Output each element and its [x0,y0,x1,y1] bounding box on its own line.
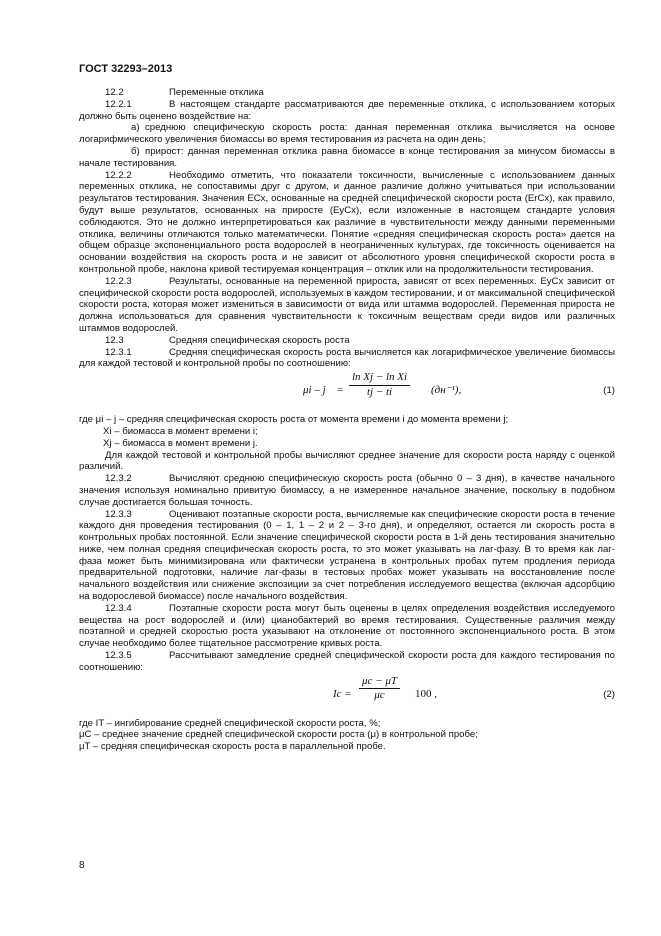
section-number: 12.3.3 [105,508,132,520]
formula-2-fraction [359,676,400,703]
list-item-b [79,146,615,170]
formula-1-numerator: ln Xj − ln Xi [349,372,410,386]
section-12-3-1-after: Для каждой тестовой и контрольной пробы вычисляют среднее значение для скорости роста наряду с оценкой различий. [79,449,615,473]
where-2-line-2: μC – среднее значение средней специфической скорости роста (μ) в контрольной пробе; [79,729,478,741]
list-item-a [79,122,615,146]
formula-1 [79,372,615,412]
formula-1-lhs: μi – j [303,384,326,397]
formula-2-denominator: μc [374,689,385,702]
section-12-3-1 [79,347,615,371]
formula-2-tail: 100 , [415,687,437,700]
formula-1-unit: (дн⁻¹), [431,384,462,397]
section-12-2 [79,87,615,99]
formula-2-expression [333,676,513,716]
where-1-line-3: Xj – биомасса в момент времени j. [103,437,258,449]
section-12-3 [79,335,615,347]
page-number: 8 [79,860,85,871]
document-header: ГОСТ 32293–2013 [79,63,173,75]
list-label: а) [131,122,140,134]
section-12-3-2 [79,473,615,508]
section-12-3-3 [79,509,615,603]
section-12-2-1 [79,99,615,123]
section-text: Результаты, основанные на переменной прироста, зависят от всех переменных. EyCx зависит от специфической скорости роста водорослей, используемых в каждом тестировании, и от максимальной специфической скорости роста, которая может измениться в зависимости от вида или штамма водорослей. Переменная прироста не должна использоваться для сравнения чувствительности к токсичным веществам среди видов или различных штаммов водорослей. [79,275,615,334]
section-heading: Переменные отклика [169,87,264,98]
section-number: 12.3.1 [105,346,132,358]
where-2-line-3: μT – средняя специфическая скорость роста в параллельной пробе. [79,741,386,753]
where-1-line-2: Xi – биомасса в момент времени i; [103,425,258,437]
where-2-line-1: где IT – ингибирование средней специфической скорости роста, %; [79,717,381,729]
section-number: 12.2.1 [105,98,132,110]
list-label: б) [131,145,140,157]
section-text: Средняя специфическая скорость роста вычисляется как логарифмическое увеличение биомассы для каждой тестовой и контрольной пробы по соотношению: [79,346,615,370]
formula-2-numerator: μc − μT [359,676,400,690]
formula-2 [79,676,615,716]
section-12-2-3 [79,276,615,335]
section-number: 12.3.4 [105,602,132,614]
equals-sign: = [337,384,344,397]
section-text: Вычисляют среднюю специфическую скорость роста (обычно 0 – 3 дня), в качестве начального значения используя номинально привитую биомассу, а не измеренное начальное значение, поскольку в подобном случае достигается большая точность. [79,473,615,508]
list-text: прирост: данная переменная отклика равна биомассе в конце тестирования за минусом биомассы в начале тестирования. [79,145,615,169]
section-number: 12.2 [105,87,124,98]
formula-1-number: (1) [603,385,615,397]
where-1-line-1: где μi – j – средняя специфическая скорость роста от момента времени i до момента времени j; [79,414,509,426]
formula-1-denominator: tj − ti [366,385,393,398]
section-text: Рассчитывают замедление средней специфической скорости роста для каждого тестирования по соотношению: [79,650,615,673]
section-number: 12.2.3 [105,275,132,287]
section-number: 12.3.2 [105,473,132,485]
section-text: Оценивают поэтапные скорости роста, вычисляемые как специфические скорости роста в течение каждого дня проведения тестирования (0 – 1, 1 – 2 и 2 – 3-го дня), и определяют, остается ли скорость роста в контрольных пробах постоянной. Если значение специфической скорости роста в 1-й день тестирования значительно ниже, чем полная средняя специфическая скорость роста, то это может указывать на лаг-фазу. В то время как лаг-фаза может быть минимизирована или фактически устранена в контрольных пробах путем продления периода предварительной подготовки, наличие лаг-фазы в тестовых пробах может указывать на восстановление после начального воздействия или снижение экспозиции за счет потребления исследуемого вещества (включая адсорбцию на водорослевой биомассе) после начального воздействия. [79,508,615,603]
section-text: В настоящем стандарте рассматриваются две переменные отклика, с использованием которых должно быть оценено воздействие на: [79,98,615,122]
formula-2-number: (2) [603,688,615,700]
section-12-3-4 [79,603,615,650]
formula-1-fraction [349,372,410,399]
section-number: 12.3.5 [105,650,132,662]
formula-1-expression [303,372,483,412]
section-heading: Средняя специфическая скорость роста [169,334,350,346]
section-text: Поэтапные скорости роста могут быть оценены в целях определения воздействия исследуемого вещества на рост водорослей и (или) цианобактерий во время тестирования. Существенные различия между поэтапной и средней скоростью роста указывают на отклонение от постоянного экспоненциального роста. В этом случае необходимо более тщательное рассмотрение кривых роста. [79,602,615,650]
formula-2-lhs: Ic = [333,687,352,700]
list-text: среднюю специфическую скорость роста: данная переменная отклика вычисляется на основе логарифмического увеличения биомассы во время тестирования из расчета на один день; [79,122,615,146]
section-12-3-5 [79,650,615,674]
section-12-2-2 [79,170,615,276]
section-number: 12.3 [105,334,124,346]
section-number: 12.2.2 [105,169,132,181]
section-text: Необходимо отметить, что показатели токсичности, вычисленные с использованием данных переменных отклика, не сопоставимы друг с другом, и данное различие должно учитываться при использовании результатов тестирования. Значения ECx, основанные на средней специфической скорости роста (ErCx), как правило, будут выше результатов, основанных на приросте (EyCx), если изложенные в настоящем стандарте условия соблюдаются. Это не должно интерпретироваться как различие в чувствительности между данными переменными отклика, величины отличаются только математически. Понятие «средняя специфическая скорость роста» дается на общем образце экспоненциального роста водорослей в неограниченных культурах, где токсичность оценивается на основании воздействия на скорость роста и не зависит от абсолютного уровня специфической скорости роста в контрольной пробе, наклона кривой тестируемая концентрация – отклик или на продолжительности тестирования. [79,169,615,275]
document-body [79,87,615,753]
